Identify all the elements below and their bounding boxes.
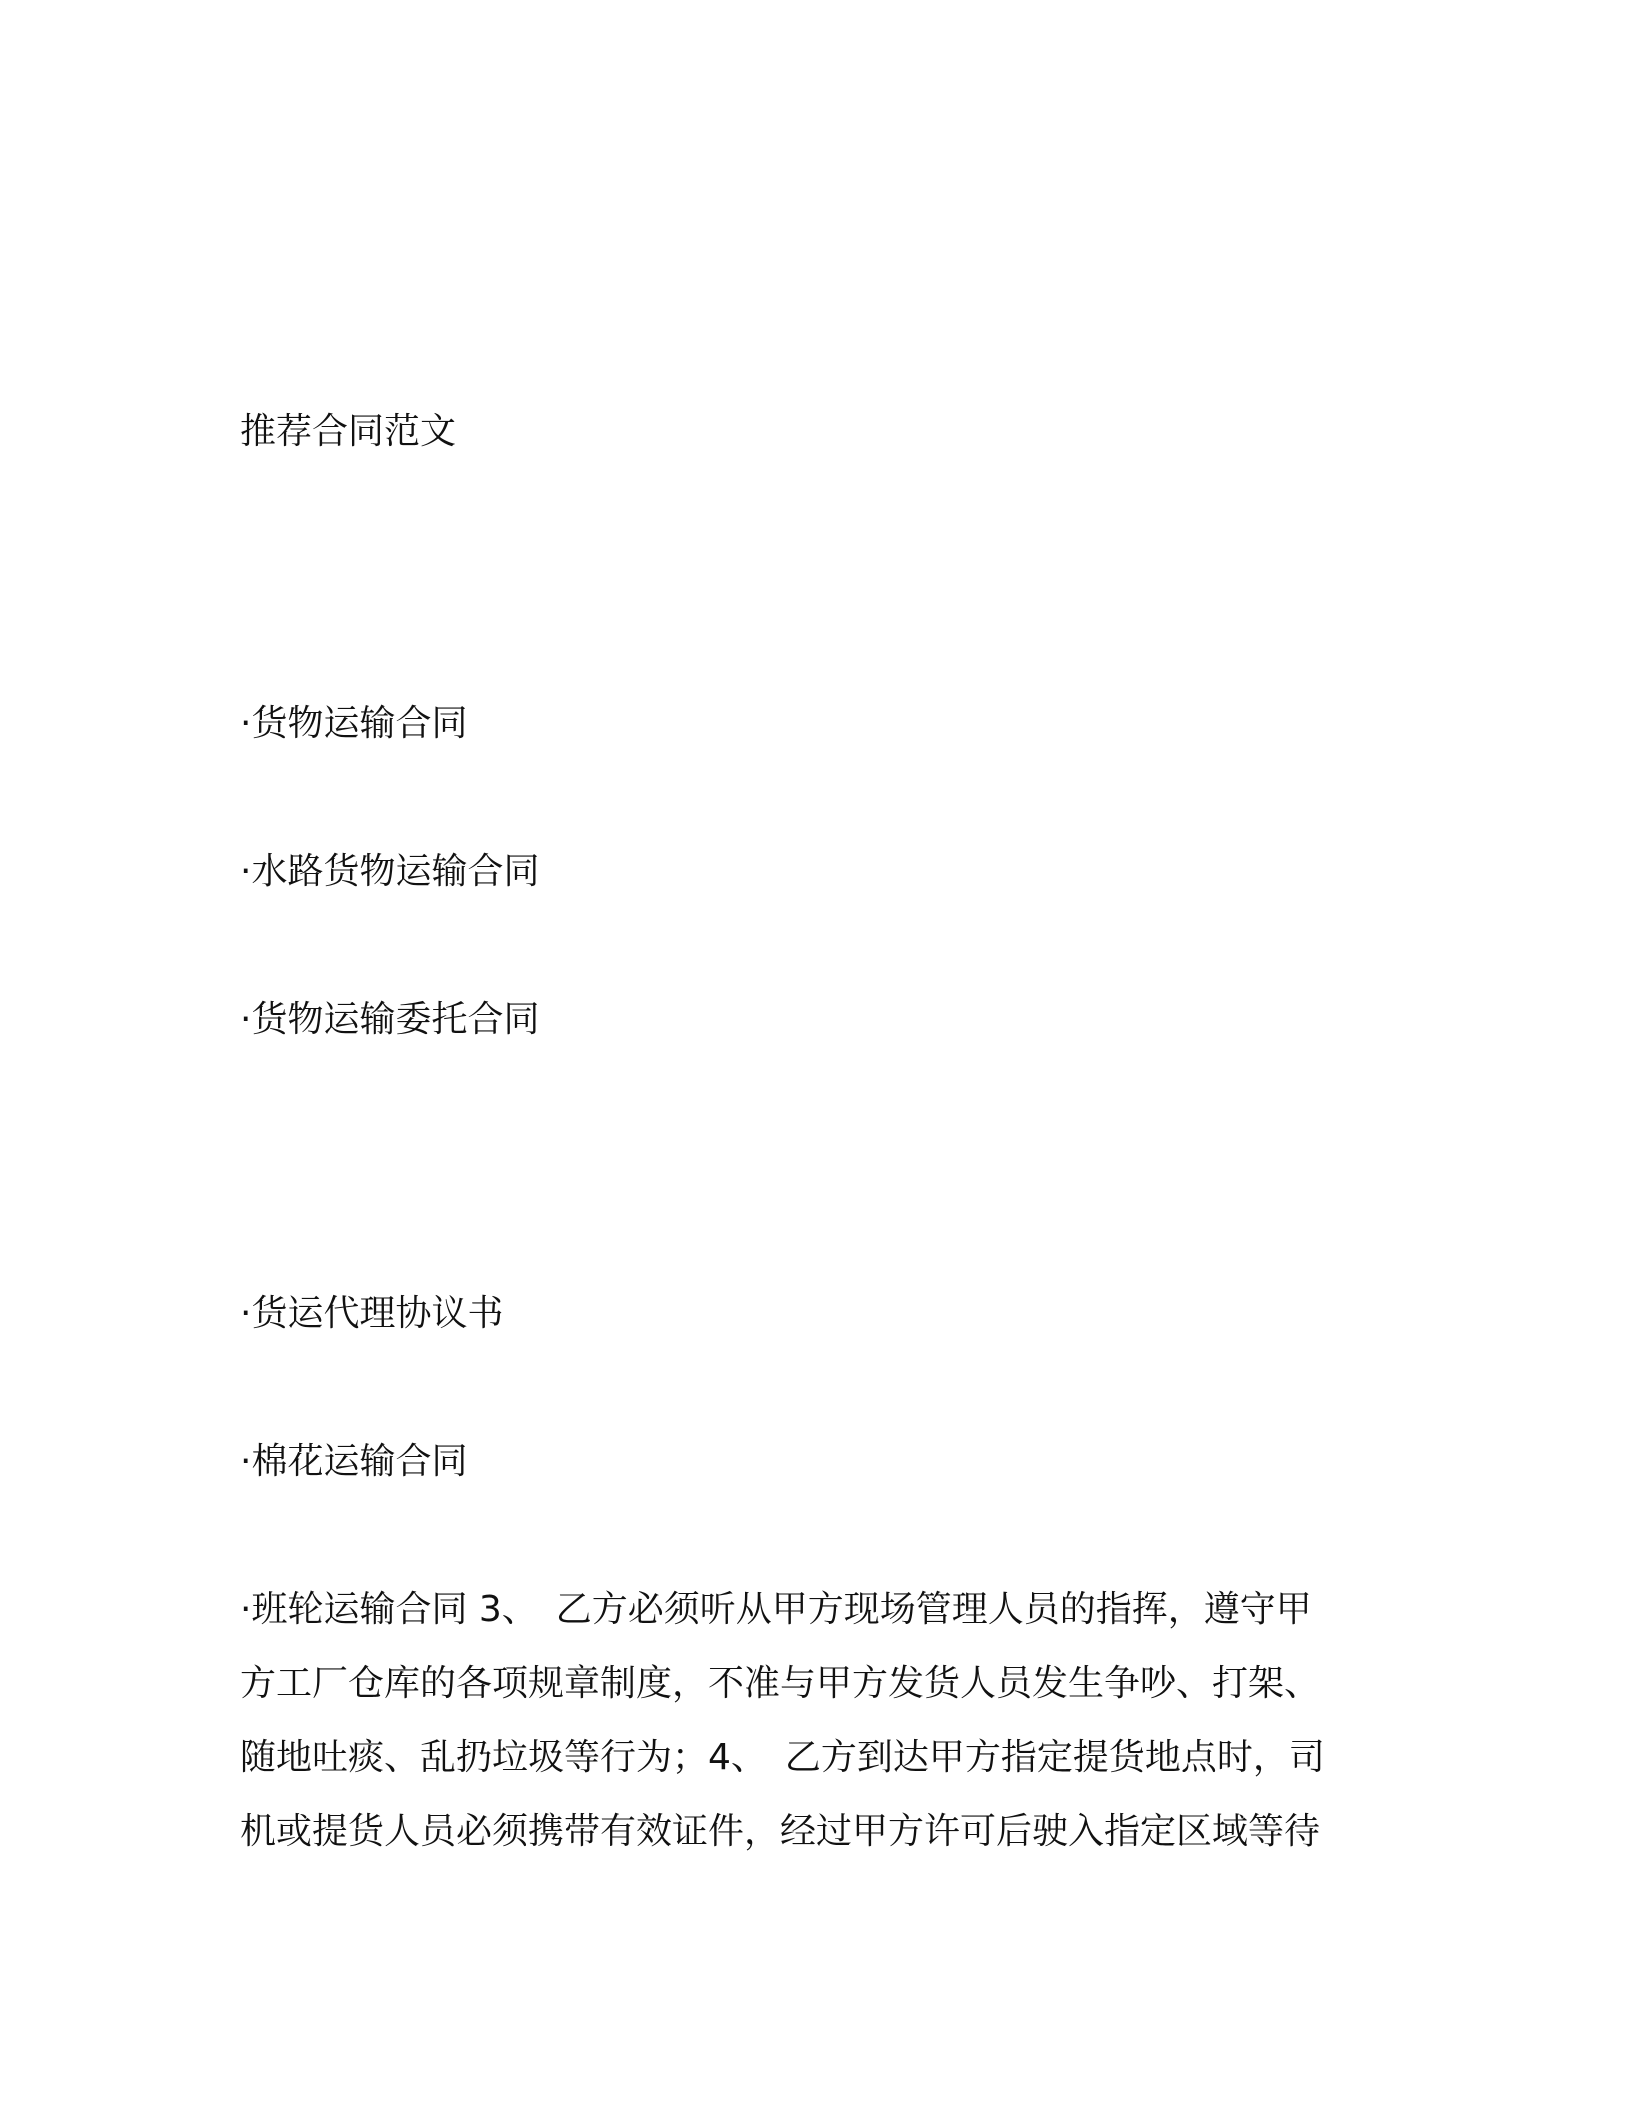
page-heading: 推荐合同范文 — [240, 411, 457, 452]
paragraph-line: 机或提货人员必须携带有效证件，经过甲方许可后驶入指定区域等待 — [240, 1811, 1321, 1852]
paragraph-line: 方工厂仓库的各项规章制度，不准与甲方发货人员发生争吵、打架、 — [240, 1663, 1321, 1704]
contract-link-cargo-entrustment[interactable]: ·货物运输委托合同 — [240, 999, 540, 1040]
contract-link-freight-agency[interactable]: ·货运代理协议书 — [240, 1293, 504, 1334]
contract-link-cargo-transport[interactable]: ·货物运输合同 — [240, 703, 468, 744]
paragraph-line: 随地吐痰、乱扔垃圾等行为；4、 乙方到达甲方指定提货地点时，司 — [240, 1737, 1325, 1778]
paragraph-line: ·班轮运输合同 3、 乙方必须听从甲方现场管理人员的指挥，遵守甲 — [240, 1589, 1312, 1630]
contract-link-cotton-transport[interactable]: ·棉花运输合同 — [240, 1441, 468, 1482]
contract-link-waterway-cargo[interactable]: ·水路货物运输合同 — [240, 851, 540, 892]
body-paragraph — [240, 1582, 1380, 1878]
